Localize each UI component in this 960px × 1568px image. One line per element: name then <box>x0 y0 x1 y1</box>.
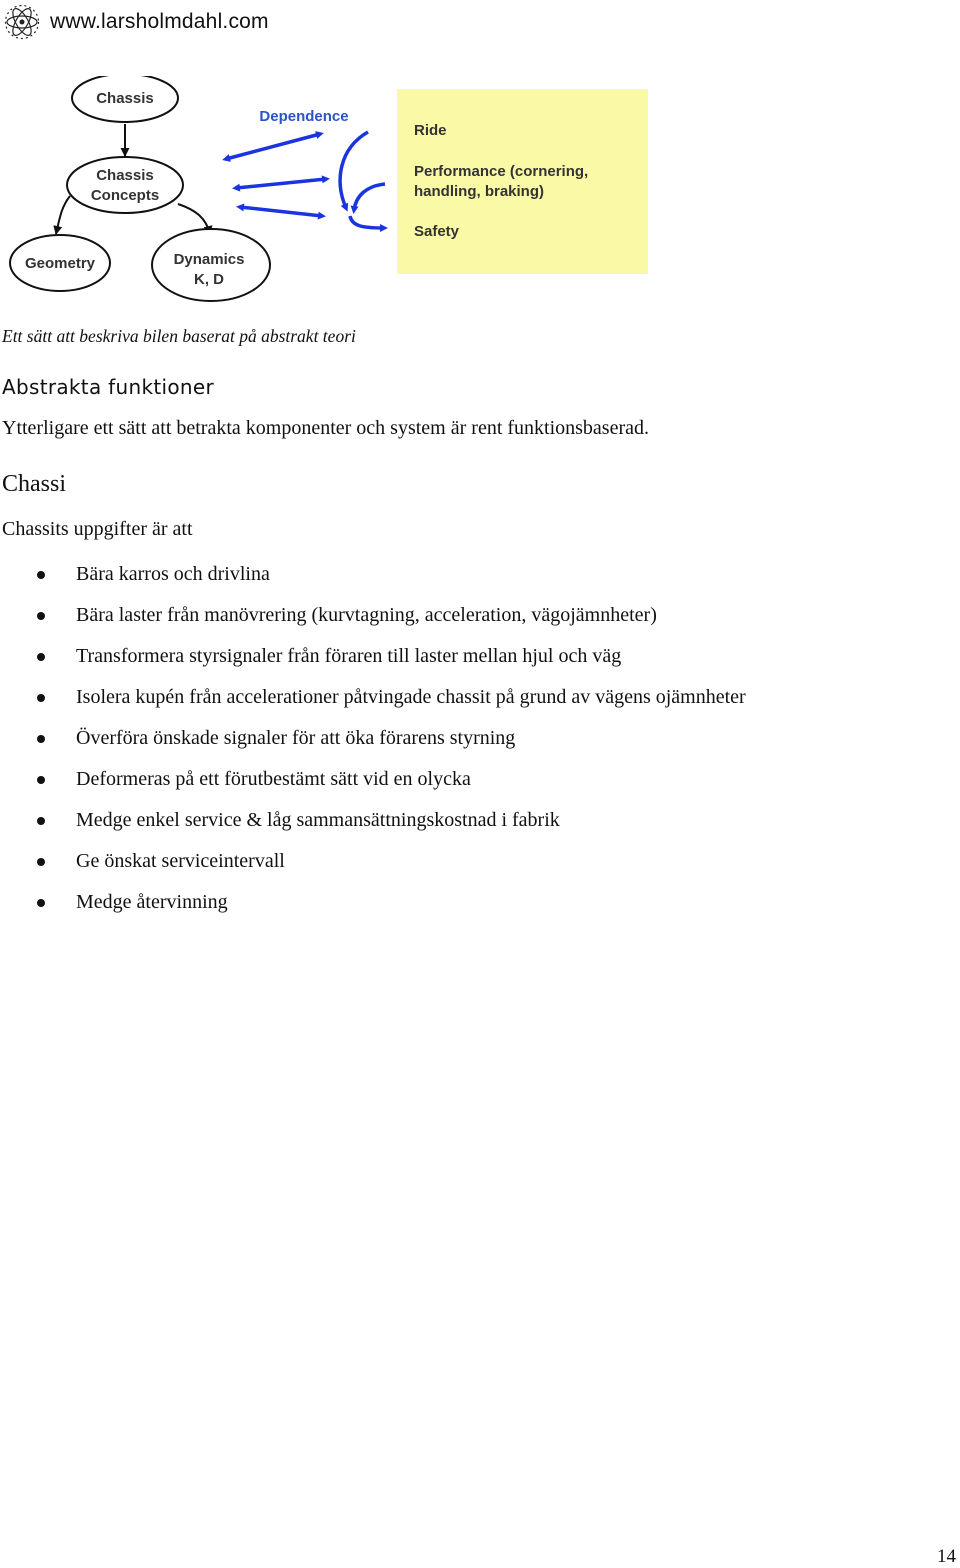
list-item <box>0 636 940 677</box>
bullet-icon <box>37 653 45 661</box>
chassi-lead: Chassits uppgifter är att <box>2 518 193 540</box>
node-chassis-label: Chassis <box>96 90 154 107</box>
bullet-icon <box>37 776 45 784</box>
list-item-text: Transformera styrsignaler från föraren till laster mellan hjul och väg <box>76 645 622 667</box>
dependence-arrow-1 <box>226 134 320 159</box>
node-concepts-label-1: Chassis <box>96 167 154 184</box>
node-concepts-label-2: Concepts <box>90 187 160 204</box>
atom-icon <box>4 4 40 40</box>
intro-paragraph: Ytterligare ett sätt att betrakta komponenter och system är rent funktionsbaserad. <box>2 417 650 439</box>
dependence-target-box <box>397 89 648 274</box>
bullet-icon <box>37 817 45 825</box>
list-item-text: Medge enkel service & låg sammansättningskostnad i fabrik <box>76 809 560 831</box>
site-url[interactable]: www.larsholmdahl.com <box>50 10 269 33</box>
bracket-arrow-lower <box>350 216 384 228</box>
list-item-text: Bära laster från manövrering (kurvtagning, acceleration, vägojämnheter) <box>76 604 657 626</box>
connector-concepts-geometry <box>56 196 70 234</box>
list-item-text: Ge önskat serviceintervall <box>76 850 285 872</box>
list-item <box>0 759 940 800</box>
list-item-text: Bära karros och drivlina <box>76 563 270 585</box>
box-performance-2: handling, braking) <box>414 183 544 200</box>
box-performance-1: Performance (cornering, <box>414 163 589 180</box>
section-title: Abstrakta funktioner <box>2 375 214 399</box>
page-number: 14 <box>937 1546 956 1567</box>
list-item <box>0 800 940 841</box>
bullet-icon <box>37 571 45 579</box>
list-item-text: Deformeras på ett förutbestämt sätt vid en olycka <box>76 768 471 790</box>
bracket-arrow-upper <box>340 132 368 208</box>
node-dynamics-label-2: K, D <box>194 271 224 288</box>
dependence-arrow-2 <box>236 179 326 188</box>
bracket-arrow-middle <box>354 184 385 210</box>
list-item <box>0 882 940 923</box>
node-geometry-label: Geometry <box>24 255 96 272</box>
bullet-icon <box>37 858 45 866</box>
box-ride: Ride <box>414 122 447 139</box>
list-item-text: Medge återvinning <box>76 891 228 913</box>
list-item-text: Isolera kupén från accelerationer påtvingade chassit på grund av vägens ojämnheter <box>76 686 746 708</box>
chassis-concept-diagram <box>0 76 660 312</box>
figure-caption: Ett sätt att beskriva bilen baserat på abstrakt teori <box>2 326 356 346</box>
bullet-icon <box>37 612 45 620</box>
bullet-icon <box>37 899 45 907</box>
site-header <box>4 4 269 40</box>
node-chassis-concepts <box>67 157 183 213</box>
dependence-label: Dependence <box>259 108 349 125</box>
list-item <box>0 718 940 759</box>
list-item <box>0 677 940 718</box>
node-dynamics-label-1: Dynamics <box>173 251 245 268</box>
list-item <box>0 595 940 636</box>
bullet-icon <box>37 694 45 702</box>
list-item-text: Överföra önskade signaler för att öka förarens styrning <box>76 727 516 749</box>
dependence-arrow-3 <box>240 207 322 216</box>
chassi-heading: Chassi <box>2 471 67 497</box>
list-item <box>0 554 940 595</box>
chassi-task-list <box>0 554 940 923</box>
bullet-icon <box>37 735 45 743</box>
box-safety: Safety <box>414 223 460 240</box>
list-item <box>0 841 940 882</box>
